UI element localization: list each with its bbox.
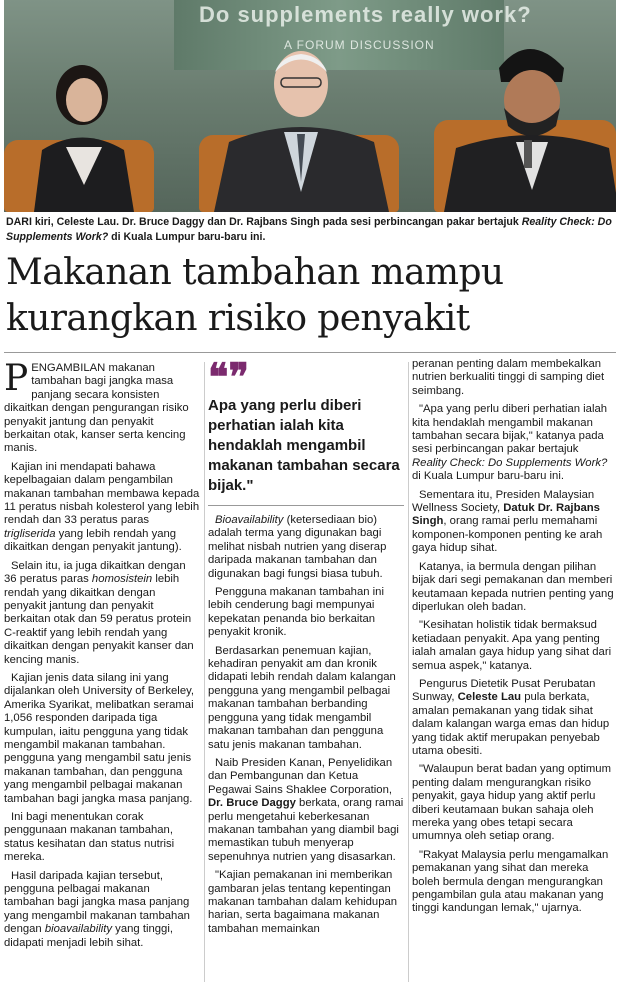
paragraph: [208, 514, 404, 581]
paragraph-text: Sementara itu, Presiden Malaysian Wellness Society,: [412, 488, 595, 515]
paragraph-text: Selain itu, ia juga dikaitkan dengan 36 peratus paras: [4, 559, 186, 586]
paragraph-text: yang tinggi, didapati menjadi lebih sihat.: [4, 923, 173, 949]
caption-text-2: di Kuala Lumpur baru-baru ini.: [108, 231, 266, 243]
headline-divider: [4, 352, 616, 353]
headline-line-1: Makanan tambahan mampu: [6, 252, 504, 293]
paragraph: [4, 461, 200, 555]
paragraph: "Kajian pemakanan ini memberikan gambaran jelas tentang kepentingan makanan tambahan dalam kehidupan harian, serta bagaimana makanan tambahan memainkan: [208, 869, 398, 935]
article-column-2: [208, 354, 404, 941]
photo-caption: [6, 215, 614, 245]
paragraph-text: ENGAMBILAN makanan tambahan bagi jangka masa panjang secara konsisten dikaitkan dengan pengurangan risiko penyakit jantung dan penyakit berkaitan otak, kanser serta kencing manis.: [4, 362, 189, 455]
caption-text-1: DARI kiri, Celeste Lau. Dr. Bruce Daggy dan Dr. Rajbans Singh pada sesi perbincangan pakar bertajuk: [6, 216, 522, 228]
quote-mark-icon: ❝❞: [208, 354, 249, 399]
banner-title: Do supplements really work?: [199, 2, 532, 27]
paragraph: "Rakyat Malaysia perlu mengamalkan pemakanan yang sihat dan mereka boleh bermula dengan mengurangkan pengambilan gula atau makanan yang tinggi kandungan lemak," ujarnya.: [412, 848, 609, 915]
headline-line-2: kurangkan risiko penyakit: [6, 298, 470, 339]
person-bruce-daggy: [209, 42, 394, 212]
paragraph-text: Pengurus Dietetik Pusat Perubatan Sunway,: [412, 677, 596, 704]
person-celeste-lau: [24, 55, 144, 212]
paragraph-text: di Kuala Lumpur baru-baru ini.: [412, 470, 564, 483]
paragraph: [4, 870, 200, 950]
person-rajbans-singh: [444, 30, 616, 212]
paragraph: Berdasarkan penemuan kajian, kehadiran penyakit am dan kronik didapati lebih rendah dalam kalangan pengguna yang mengambil pelbagai makanan tambahan berbanding pengguna yang tidak mengambil makanan tambahan dan pengguna satu jenis makanan tambahan.: [208, 644, 396, 751]
paragraph: [4, 358, 200, 456]
paragraph: "Kesihatan holistik tidak bermaksud ketiadaan penyakit. Apa yang penting ialah amalan gaya hidup yang sihat dari semua aspek," katanya.: [412, 619, 612, 672]
paragraph-text: "Apa yang perlu diberi perhatian ialah kita hendaklah mengambil makanan tambahan secara bijak," katanya pada sesi perbincangan pakar bertajuk: [412, 403, 608, 456]
column-divider-1: [204, 362, 205, 982]
paragraph: [412, 403, 616, 483]
paragraph: [412, 489, 616, 556]
paragraph-text: (ketersediaan bio) adalah terma yang digunakan bagi melihat nisbah nutrien yang diserap daripada makanan tambahan dan digunakan bagi fungsi biasa tubuh.: [208, 514, 387, 580]
italic-term: Reality Check: Do Supplements Work?: [412, 456, 608, 469]
drop-cap: P: [4, 358, 29, 399]
italic-term: Bioavailability: [215, 514, 284, 526]
article-column-3: [412, 358, 616, 921]
person-name: Datuk Dr. Rajbans Singh: [412, 502, 600, 528]
paragraph: [4, 560, 200, 667]
paragraph: Pengguna makanan tambahan ini lebih cenderung bagi mempunyai kepekatan penanda bio berkaitan penyakit kronik.: [208, 586, 384, 639]
paragraph: peranan penting dalam membekalkan nutrien berkualiti tinggi di samping diet seimbang.: [412, 358, 605, 397]
paragraph-text: berkata, orang ramai perlu mengetahui keberkesanan makanan tambahan yang diambil bagi memastikan tubuh menyerap sepenuhnya nutrien yang disasarkan.: [208, 797, 404, 863]
pull-quote: [208, 354, 404, 496]
paragraph: [412, 678, 616, 758]
italic-term: bioavailability: [44, 923, 113, 936]
paragraph: "Walaupun berat badan yang optimum penting dalam mengurangkan risiko penyakit, gaya hidup yang aktif perlu diberi keutamaan bukan sahaja oleh mereka yang obes tetapi secara umumnya oleh setiap orang.: [412, 763, 611, 843]
italic-term: trigliserida: [4, 527, 56, 540]
paragraph-text: yang lebih rendah yang dikaitkan dengan penyakit jantung).: [4, 527, 182, 554]
paragraph: Katanya, ia bermula dengan pilihan bijak dari segi pemakanan dan memberi keutamaan kepada nutrien penting yang diperlukan oleh badan.: [412, 560, 614, 613]
paragraph: Ini bagi menentukan corak penggunaan makanan tambahan, status kesihatan dan status nutrisi mereka.: [4, 811, 175, 864]
paragraph-text: Kajian ini mendapati bahawa kepelbagaian dalam pengambilan makanan tambahan membawa kepada 11 peratus nisbah kolesterol yang lebih rendah dan 33 peratus paras: [4, 460, 200, 527]
paragraph-text: Hasil daripada kajian tersebut, pengguna pelbagai makanan tambahan bagi jangka masa panjang yang mengambil makanan tambahan dengan: [4, 869, 190, 936]
person-name: Celeste Lau: [457, 691, 522, 704]
banner-subtitle: A FORUM DISCUSSION: [284, 38, 435, 52]
paragraph: Kajian jenis data silang ini yang dijalankan oleh University of Berkeley, Amerika Syarikat, melibatkan seramai 1,056 responden daripada tiga kumpulan, iaitu pengguna yang tidak mengambil makanan tambahan. pengguna yang mengambil satu jenis makanan tambahan, dan pengguna yang mengambil pelbagai makanan tambahan bagi jangka masa panjang.: [4, 671, 195, 805]
caption-event-title: Reality Check: Do Supplements Work?: [6, 216, 612, 243]
paragraph-text: pula berkata, amalan pemakanan yang tidak sihat dalam kalangan warga emas dan hidup yang tidak aktif merupakan penyebab utama obesiti.: [412, 691, 610, 757]
article-column-1: [4, 358, 200, 955]
column-divider-2: [408, 362, 409, 982]
headline: [6, 250, 618, 342]
paragraph-text: , orang ramai perlu memahami komponen-komponen penting ke arah gaya hidup sihat.: [412, 515, 603, 555]
pull-quote-text: Apa yang perlu diberi perhatian ialah kita hendaklah mengambil makanan tambahan secara bijak.": [208, 397, 400, 494]
italic-term: homosistein: [91, 573, 153, 586]
paragraph-text: lebih rendah yang dikaitkan dengan penyakit jantung dan penyakit berkaitan otak dan 59 peratus protein C-reaktif yang lebih rendah yang dikaitkan dengan penyakit kanser dan kencing manis.: [4, 573, 194, 666]
pull-quote-divider: [208, 505, 404, 506]
paragraph-text: Naib Presiden Kanan, Penyelidikan dan Pembangunan dan Ketua Pegawai Sains Shaklee Corporation,: [208, 756, 393, 796]
person-name: Dr. Bruce Daggy: [208, 797, 296, 810]
paragraph: [208, 757, 404, 864]
forum-photo: [4, 0, 616, 212]
